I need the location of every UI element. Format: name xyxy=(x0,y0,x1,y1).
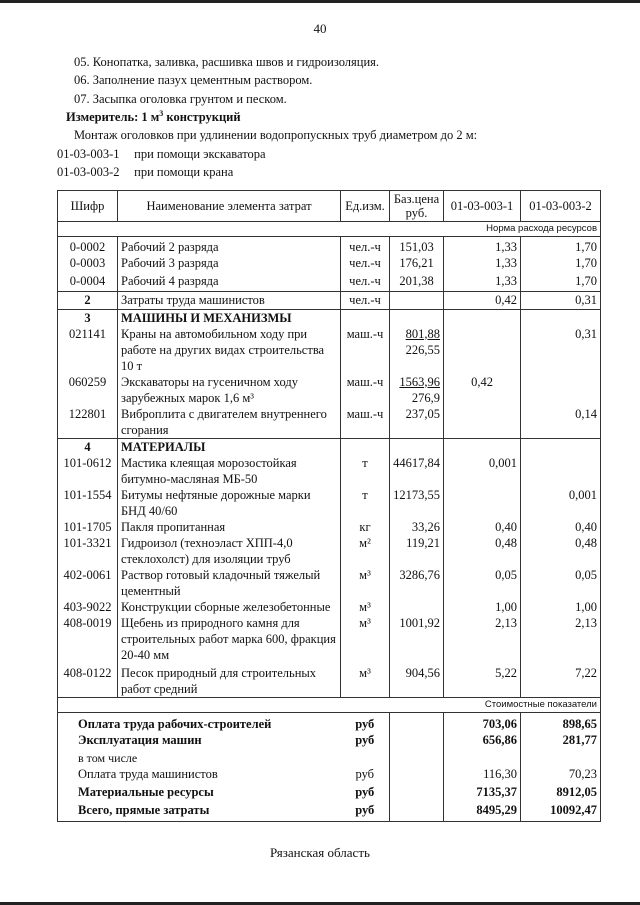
header-code: Шифр xyxy=(58,191,118,222)
section-materials-header: 4 МАТЕРИАЛЫ xyxy=(58,438,601,455)
operator-labor-row: 2 Затраты труда машинистов чел.-ч 0,42 0,31 xyxy=(58,291,601,309)
table-row: 403-9022 Конструкции сборные железобетонные м³ 1,00 1,00 xyxy=(58,599,601,615)
measure-suffix: конструкций xyxy=(163,110,241,124)
table-row: 101-3321 Гидроизол (техноэласт ХПП-4,0 стеклохолст) для изоляции труб м² 119,21 0,48 0,48 xyxy=(58,535,601,567)
table-row: 0-0003 Рабочий 3 разряда чел.-ч 176,21 1,33 1,70 xyxy=(58,255,601,273)
totals-row: Оплата труда машинистов руб 116,30 70,23 xyxy=(58,766,601,784)
table-row: 0-0002 Рабочий 2 разряда чел.-ч 151,03 1,33 1,70 xyxy=(58,237,601,256)
variant-code: 01-03-003-1 xyxy=(57,147,120,161)
resource-table xyxy=(57,190,601,822)
footer-region: Рязанская область xyxy=(270,845,370,860)
header-price: Баз.цена руб. xyxy=(390,191,444,222)
header-col1: 01-03-003-1 xyxy=(444,191,521,222)
variant-2 xyxy=(57,165,233,180)
variant-1 xyxy=(57,147,266,162)
table-row: 101-0612 Мастика клеящая морозостойкая битумно-масляная МБ-50 т 44617,84 0,001 xyxy=(58,455,601,487)
table-row: 0-0004 Рабочий 4 разряда чел.-ч 201,38 1,33 1,70 xyxy=(58,273,601,291)
table-row: 408-0122 Песок природный для строительных работ средний м³ 904,56 5,22 7,22 xyxy=(58,663,601,698)
totals-row: Всего, прямые затраты руб 8495,29 10092,47 xyxy=(58,802,601,822)
table-row: 101-1554 Битумы нефтяные дорожные марки БНД 40/60 т 12173,55 0,001 xyxy=(58,487,601,519)
measure-sup: 3 xyxy=(159,108,164,118)
description: Монтаж оголовков при удлинении водопропускных труб диаметром до 2 м: xyxy=(74,128,478,142)
header-name: Наименование элемента затрат xyxy=(118,191,341,222)
totals-row: Эксплуатация машин руб 656,86 281,77 xyxy=(58,732,601,750)
variant-code: 01-03-003-2 xyxy=(57,165,120,179)
variant-label: при помощи экскаватора xyxy=(134,147,266,161)
header-unit: Ед.изм. xyxy=(341,191,390,222)
totals-row: Материальные ресурсы руб 7135,37 8912,05 xyxy=(58,784,601,802)
totals-row: Оплата труда рабочих-строителей руб 703,06 898,65 xyxy=(58,712,601,732)
variant-label: при помощи крана xyxy=(134,165,234,179)
header-col2: 01-03-003-2 xyxy=(521,191,601,222)
table-row: 122801 Виброплита с двигателем внутреннего сгорания маш.-ч 237,05 0,14 xyxy=(58,406,601,439)
subheader-norms: Норма расхода ресурсов xyxy=(58,222,601,237)
page-number: 40 xyxy=(313,21,327,36)
measure-label: Измеритель: 1 м xyxy=(66,110,160,124)
table-row: 021141 Краны на автомобильном ходу при работе на других видах строительства 10 т маш.-ч 801,88 226,55 0,31 xyxy=(58,326,601,374)
table-row: 402-0061 Раствор готовый кладочный тяжелый цементный м³ 3286,76 0,05 0,05 xyxy=(58,567,601,599)
table-header-row xyxy=(58,191,601,222)
table-row: 060259 Экскаваторы на гусеничном ходу зарубежных марок 1,6 м³ маш.-ч 1563,96 276,9 0,42 xyxy=(58,374,601,406)
scan-top-edge xyxy=(0,0,640,3)
step-07: 07. Засыпка оголовка грунтом и песком. xyxy=(74,92,287,106)
table-row: 101-1705 Пакля пропитанная кг 33,26 0,40 0,40 xyxy=(58,519,601,535)
section-machines-header: 3 МАШИНЫ И МЕХАНИЗМЫ xyxy=(58,309,601,326)
step-05: 05. Конопатка, заливка, расшивка швов и гидроизоляция. xyxy=(74,55,380,69)
table-row: 408-0019 Щебень из природного камня для строительных работ марка 600, фракция 20-40 мм м³ 1001,92 2,13 2,13 xyxy=(58,615,601,663)
step-06: 06. Заполнение пазух цементным раствором. xyxy=(74,73,313,87)
totals-row: в том числе xyxy=(58,750,601,766)
measure-line xyxy=(66,110,241,125)
subheader-costs: Стоимостные показатели xyxy=(58,697,601,712)
